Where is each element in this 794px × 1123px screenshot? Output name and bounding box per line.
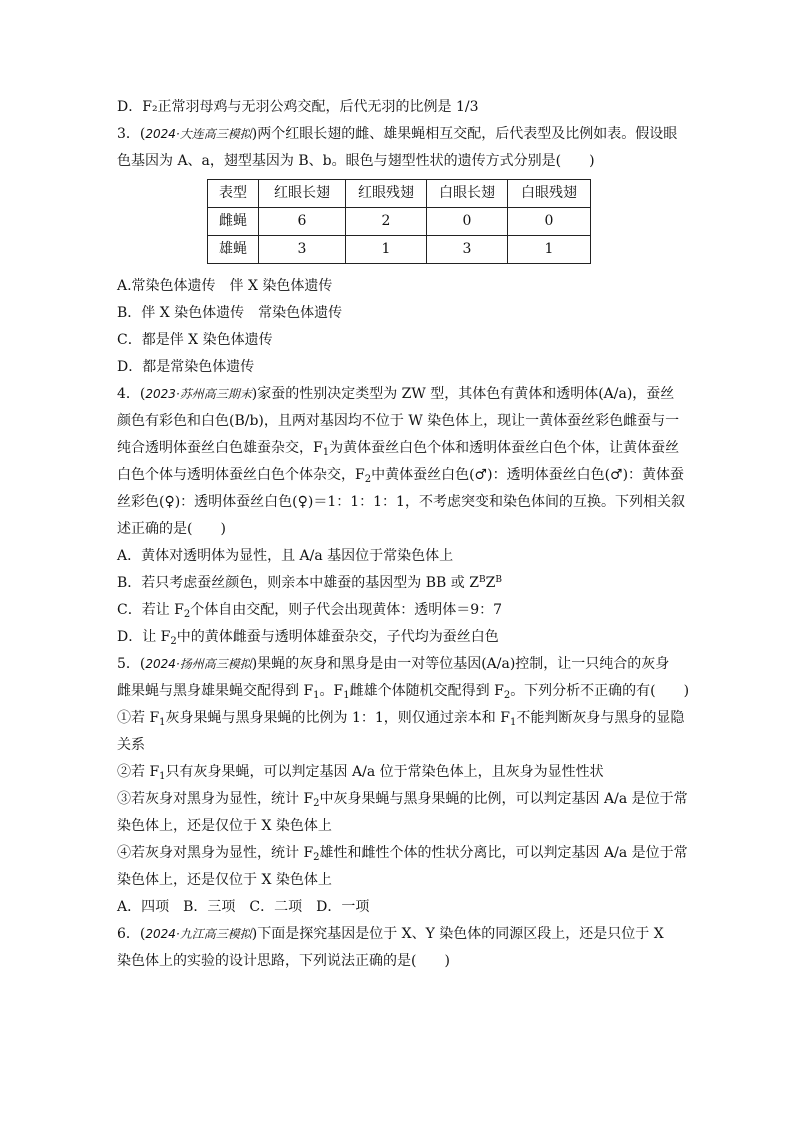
q5-source: 2024·扬州高三模拟 [145,657,252,671]
q3-option-b: B．伴 X 染色体遗传 常染色体遗传 [117,305,343,321]
table-header-cell: 红眼残翅 [346,180,427,208]
q4-option-a: A．黄体对透明体为显性，且 A/a 基因位于常染色体上 [117,548,454,564]
table-cell: 0 [508,208,591,236]
table-row [208,208,591,236]
q3-option-d: D．都是常染色体遗传 [117,359,255,375]
q4-option-b: B．若只考虑蚕丝颜色，则亲本中雄蚕的基因型为 BB 或 $Z^BZ^B$ [117,575,502,591]
q6-source: 2024·九江高三模拟 [145,927,252,941]
q4-stem-line1: 4．(2023·苏州高三期末)家蚕的性别决定类型为 ZW 型，其体色有黄体和透明体(A/a)，蚕丝 [117,386,675,402]
q5-statement-3-cont: 染色体上，还是仅位于 X 染色体上 [117,818,332,834]
table-cell: 雄蝇 [208,236,259,264]
q5-stem-line2: 雌果蝇与黑身雄果蝇交配得到 $F_1$。$F_1$雌雄个体随机交配得到 $F_2$。下列分析不正确的有( ) [117,683,690,701]
table-header-cell: 表型 [208,180,259,208]
q4-stem-line4: 白色个体与透明体蚕丝白色个体杂交，$F_2$中黄体蚕丝白色(♂)：透明体蚕丝白色(♂)：黄体蚕 [117,467,685,485]
table-row [208,236,591,264]
q4-stem-line2: 颜色有彩色和白色(B/b)，且两对基因均不位于 W 染色体上，现让一黄体蚕丝彩色雌蚕与一 [117,413,680,429]
table-cell: 0 [427,208,508,236]
q5-statement-2: ②若 $F_1$只有灰身果蝇，可以判定基因 A/a 位于常染色体上，且灰身为显性性状 [117,764,604,782]
phenotype-table [207,179,591,264]
q4-option-d: D．让 $F_2$中的黄体雌蚕与透明体雄蚕杂交，子代均为蚕丝白色 [117,629,499,647]
q5-statement-1-cont: 关系 [117,737,145,753]
q4-option-c: C．若让 $F_2$个体自由交配，则子代会出现黄体：透明体＝9：7 [117,602,503,620]
q4-source: 2023·苏州高三期末 [145,387,252,401]
table-cell: 1 [346,236,427,264]
q4-stem-line6: 述正确的是( ) [117,521,226,537]
table-cell: 3 [427,236,508,264]
q4-stem-line3: 纯合透明体蚕丝白色雄蚕杂交，$F_1$为黄体蚕丝白色个体和透明体蚕丝白色个体，让黄体蚕丝 [117,440,680,458]
q6-stem-line1: 6．(2024·九江高三模拟)下面是探究基因是位于 X、Y 染色体的同源区段上，还是只位于 X [117,926,664,942]
q5-stem-line1: 5．(2024·扬州高三模拟)果蝇的灰身和黑身是由一对等位基因(A/a)控制，让一只纯合的灰身 [117,656,670,672]
table-cell: 3 [259,236,346,264]
q3-option-c: C．都是伴 X 染色体遗传 [117,332,273,348]
question-text [117,94,690,975]
q3-option-a: A.常染色体遗传 伴 X 染色体遗传 [117,278,333,294]
table-cell: 6 [259,208,346,236]
q5-statement-3: ③若灰身对黑身为显性，统计 $F_2$中灰身果蝇与黑身果蝇的比例，可以判定基因 A/a 是位于常 [117,791,688,809]
table-cell: 2 [346,208,427,236]
table-header-row [208,180,591,208]
table-header-cell: 白眼残翅 [508,180,591,208]
q5-statement-1: ①若 $F_1$灰身果蝇与黑身果蝇的比例为 1：1，则仅通过亲本和 $F_1$不能判断灰身与黑身的显隐 [117,710,685,728]
q6-stem-line2: 染色体上的实验的设计思路，下列说法正确的是( ) [117,953,450,969]
table-cell: 1 [508,236,591,264]
q2-option-d: D．F₂正常羽母鸡与无羽公鸡交配，后代无羽的比例是 1/3 [117,99,479,115]
q4-stem-line5: 丝彩色(♀)：透明体蚕丝白色(♀)＝1：1：1：1，不考虑突变和染色体间的互换。下列相关叙 [117,494,685,510]
q5-statement-4-cont: 染色体上，还是仅位于 X 染色体上 [117,872,332,888]
q3-stem-line1: 3．(2024·大连高三模拟)两个红眼长翅的雌、雄果蝇相互交配，后代表型及比例如表。假设眼 [117,126,678,142]
q5-statement-4: ④若灰身对黑身为显性，统计 $F_2$雄性和雌性个体的性状分离比，可以判定基因 A/a 是位于常 [117,845,688,863]
q3-stem-line2: 色基因为 A、a，翅型基因为 B、b。眼色与翅型性状的遗传方式分别是( ) [117,153,595,169]
q3-source: 2024·大连高三模拟 [145,127,252,141]
q5-options: A．四项 B．三项 C．二项 D．一项 [117,899,370,915]
table-header-cell: 红眼长翅 [259,180,346,208]
table-header-cell: 白眼长翅 [427,180,508,208]
table-cell: 雌蝇 [208,208,259,236]
